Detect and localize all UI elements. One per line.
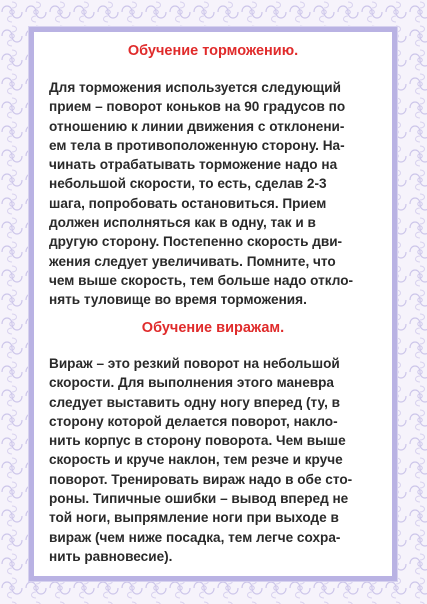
content-card — [29, 27, 397, 581]
section-title-turns: Обучение виражам. — [141, 320, 285, 336]
section-body-braking: Для торможения используется следующий прием – поворот коньков на 90 градусов по отношению к линии движения с отклонени- ем тела в противоположенную сторону. На- чинать отрабатывать торможение надо на небольшой скорости, то есть, сделав 2-3 шага, попробовать остановиться. Прием должен исполняться как в одну, так и в другую сторону. Постепенно скорость дви- жения следует увеличивать. Помните, что чем выше скорость, тем больше надо откло- нять туловище во время торможения. — [49, 80, 354, 308]
section-title-braking: Обучение торможению. — [127, 43, 299, 59]
section-body-turns: Вираж – это резкий поворот на небольшой скорости. Для выполнения этого маневра следует выставить одну ногу вперед (ту, в сторону которой делается поворот, накло- нить корпус в сторону поворота. Чем выше скорость и круче наклон, тем резче и круче поворот. Тренировать вираж надо в обе сто- роны. Типичные ошибки – вывод вперед не той ноги, выпрямление ноги при выходе в вираж (чем ниже посадка, тем легче сохра- нить равновесие). — [49, 356, 353, 564]
